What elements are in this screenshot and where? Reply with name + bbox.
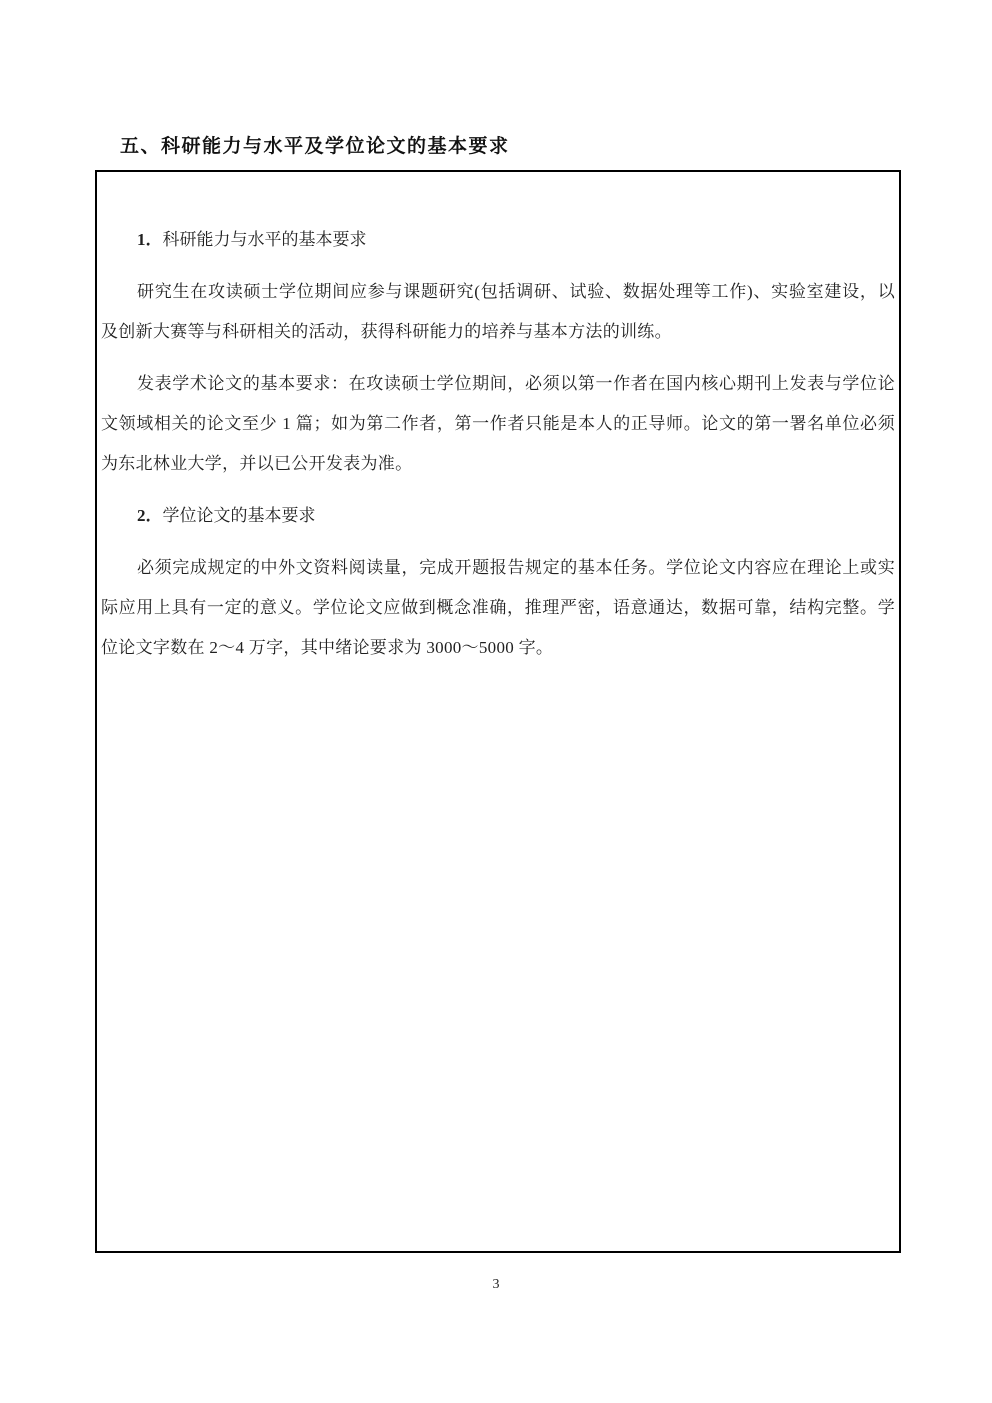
text-line: 为东北林业大学，并以已公开发表为准。 [101, 454, 413, 473]
text-line: 文领域相关的论文至少 1 篇；如为第二作者，第一作者只能是本人的正导师。论文的第一署名单位必须 [101, 414, 895, 433]
subsection-2-heading [101, 496, 895, 536]
section-heading: 五、科研能力与水平及学位论文的基本要求 [120, 136, 510, 157]
paragraph-publication-requirements [101, 364, 895, 484]
text-line: 研究生在攻读硕士学位期间应参与课题研究(包括调研、试验、数据处理等工作)、实验室建设，以 [137, 282, 895, 301]
subsection-1-title: 科研能力与水平的基本要求 [162, 230, 367, 249]
text-line: 位论文字数在 2～4 万字，其中绪论要求为 3000～5000 字。 [101, 638, 554, 657]
subsection-1-heading [101, 220, 895, 260]
content-box [95, 170, 901, 1253]
subsection-1-number: 1． [137, 230, 163, 249]
text-line: 必须完成规定的中外文资料阅读量，完成开题报告规定的基本任务。学位论文内容应在理论上或实 [137, 558, 895, 577]
paragraph-research-activities [101, 272, 895, 352]
paragraph-thesis-requirements [101, 548, 895, 668]
subsection-2-title: 学位论文的基本要求 [162, 506, 316, 525]
page-number: 3 [492, 1277, 500, 1292]
text-line: 际应用上具有一定的意义。学位论文应做到概念准确，推理严密，语意通达，数据可靠，结构完整。学 [101, 598, 895, 617]
text-line: 及创新大赛等与科研相关的活动，获得科研能力的培养与基本方法的训练。 [101, 322, 672, 341]
subsection-2-number: 2． [137, 506, 163, 525]
text-line: 发表学术论文的基本要求：在攻读硕士学位期间，必须以第一作者在国内核心期刊上发表与学位论 [137, 374, 895, 393]
